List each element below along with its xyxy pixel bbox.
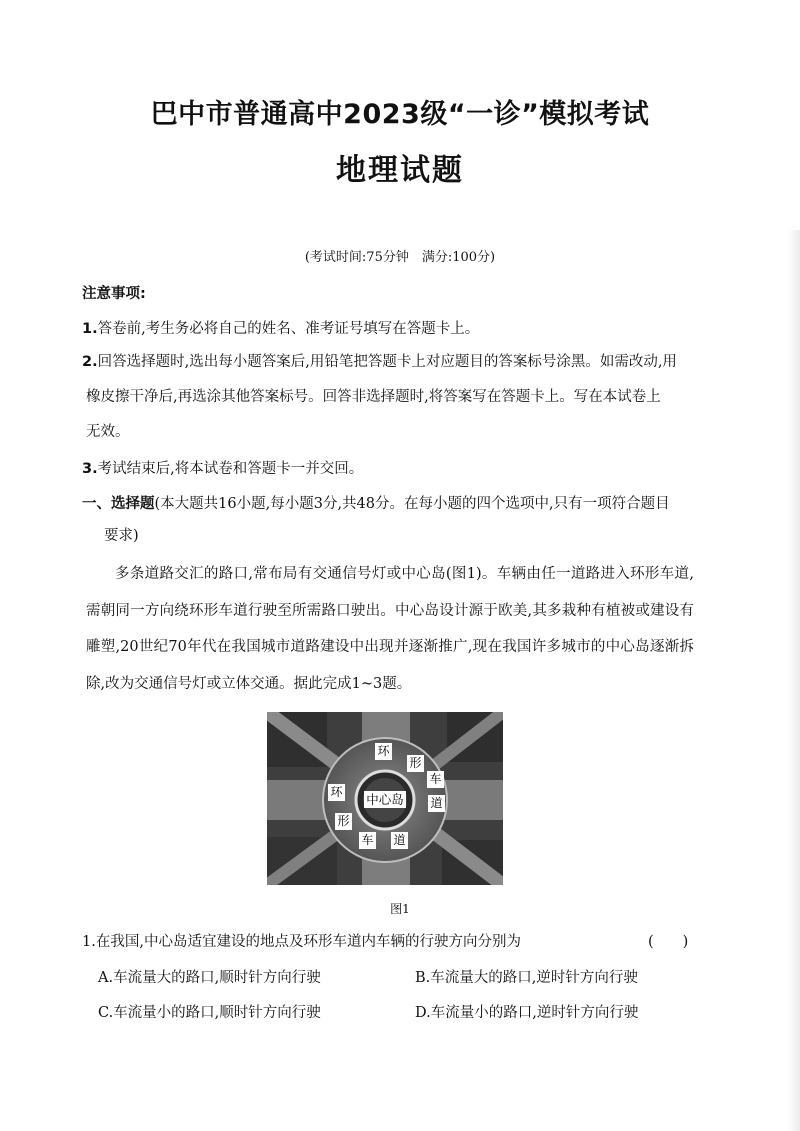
ring-road-label: 车 [427,771,444,788]
exam-time-score: (考试时间:75分钟 满分:100分) [304,250,496,265]
notice-item-2-line2: 橡皮擦干净后,再选涂其他答案标号。回答非选择题时,将答案写在答题卡上。写在本试卷上 [86,389,661,405]
option-label: D. [415,1005,431,1021]
notice-item-3 [82,457,363,478]
option-b [415,966,638,987]
option-d [415,1001,638,1022]
section-heading-line [82,492,670,513]
notice-item-number: 3. [82,461,98,477]
scan-edge-shadow [788,230,800,1131]
exam-subtitle: 地理试题 [336,153,464,188]
option-text: 车流量大的路口,逆时针方向行驶 [430,970,638,986]
section-description-cont: 要求) [104,528,139,544]
section-heading: 一、选择题 [82,496,155,512]
option-text: 车流量小的路口,逆时针方向行驶 [430,1005,639,1021]
option-label: C. [98,1005,114,1021]
exam-title: 巴中市普通高中2023级“一诊”模拟考试 [150,99,650,130]
notice-item-text: 答卷前,考生务必将自己的姓名、准考证号填写在答题卡上。 [97,321,480,337]
notice-heading: 注意事项: [82,286,146,302]
center-island-label: 中心岛 [364,791,406,808]
ring-road-label: 道 [428,795,445,812]
ring-road-label: 道 [391,832,408,849]
passage-text: 多条道路交汇的路口,常布局有交通信号灯或中心岛(图1)。车辆由任一道路进入环形车道,需朝同一方向绕环形车道行驶至所需路口驶出。中心岛设计源于欧美,其多栽种有植被或建设有雕塑,20世纪70年代在我国城市道路建设中出现并逐渐推广,现在我国许多城市的中心岛逐渐拆除,改为交通信号灯或立体交通。据此完成1~3题。 [86,566,694,692]
option-label: A. [98,970,114,986]
option-text: 车流量大的路口,顺时针方向行驶 [113,970,321,986]
figure-caption: 图1 [390,902,410,916]
option-label: B. [415,970,431,986]
ring-road-label: 环 [328,784,345,801]
ring-road-label: 环 [375,743,392,760]
ring-road-label: 形 [407,755,424,772]
notice-item-text: 回答选择题时,选出每小题答案后,用铅笔把答题卡上对应题目的答案标号涂黑。如需改动,用 [97,354,677,370]
option-a [98,966,321,987]
roundabout-photo [267,712,503,885]
ring-road-label: 形 [335,813,352,830]
notice-item-2-line3: 无效。 [86,424,130,440]
notice-item-number: 1. [82,321,98,337]
notice-item-1 [82,317,479,338]
notice-item-text: 考试结束后,将本试卷和答题卡一并交回。 [97,461,364,477]
notice-item-number: 2. [82,354,98,370]
option-text: 车流量小的路口,顺时针方向行驶 [113,1005,321,1021]
question-1-stem: 1.在我国,中心岛适宜建设的地点及环形车道内车辆的行驶方向分别为 [82,934,521,950]
option-c [98,1001,321,1022]
answer-blank: ( ) [648,934,689,950]
ring-road-label: 车 [359,832,376,849]
section-description: (本大题共16小题,每小题3分,共48分。在每小题的四个选项中,只有一项符合题目 [154,496,670,512]
notice-item-2-line1 [82,350,677,371]
